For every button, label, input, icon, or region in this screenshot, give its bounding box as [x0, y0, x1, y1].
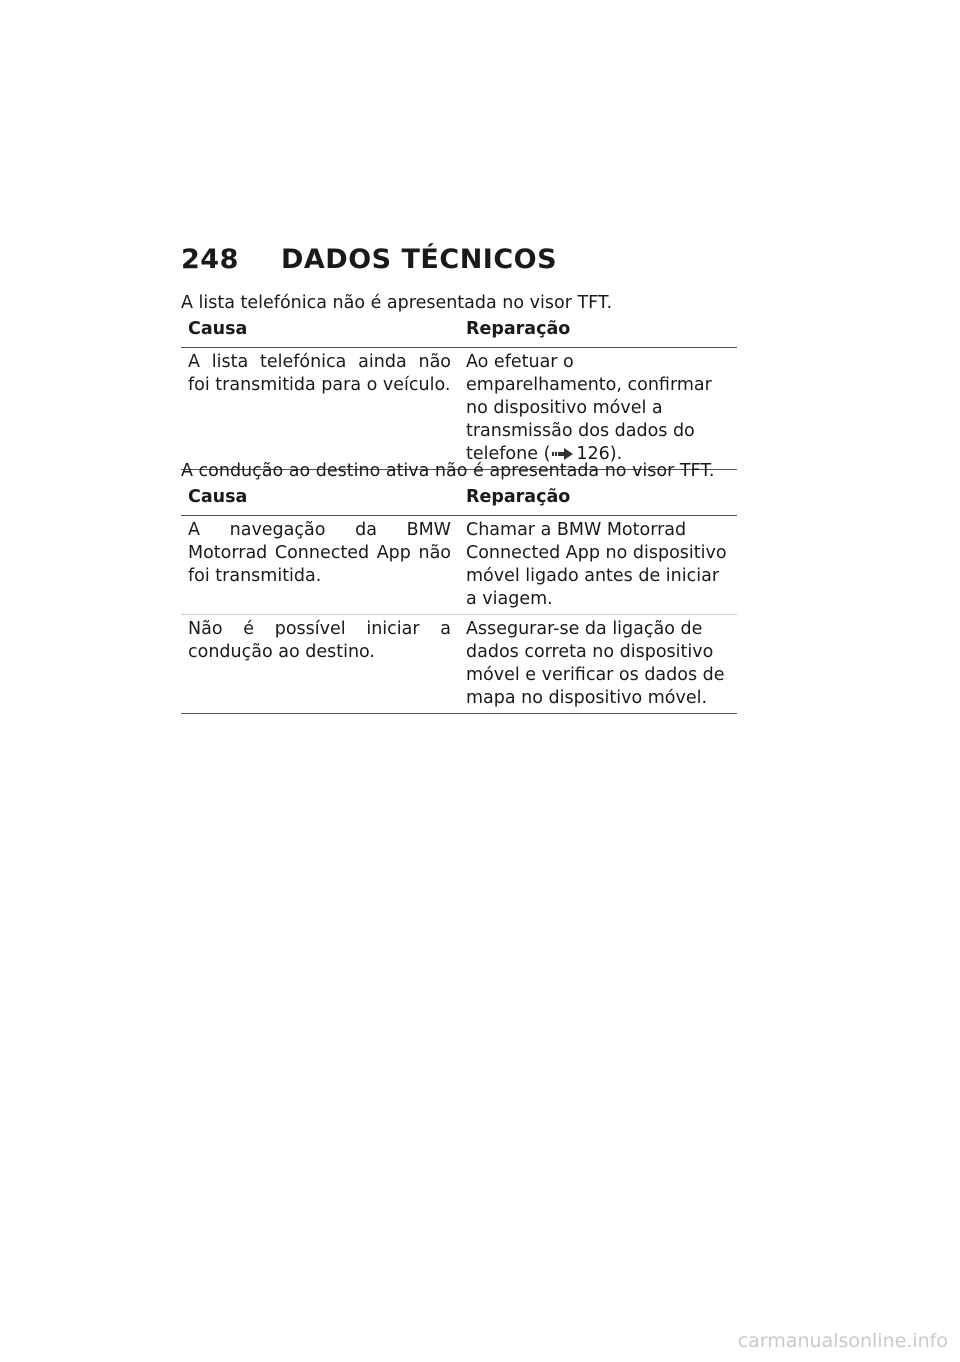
table-row	[181, 348, 737, 470]
table-row	[181, 516, 737, 615]
section-title-phonebook: A lista telefónica não é apresentada no visor TFT.	[181, 293, 613, 313]
table-navigation	[181, 484, 737, 714]
chapter-title: DADOS TÉCNICOS	[281, 244, 558, 275]
column-header-fix: Reparação	[459, 316, 737, 348]
cause-cell: Não é possível iniciar a condução ao destino.	[181, 615, 459, 714]
column-header-cause: Causa	[181, 316, 459, 348]
fix-cell	[459, 348, 737, 470]
ref-prefix: (	[543, 444, 551, 464]
fix-text: Ao efetuar o emparelhamento, confirmar no dispositivo móvel a transmissão dos dados do telefone	[466, 352, 712, 464]
column-header-fix: Reparação	[459, 484, 737, 516]
page-header	[181, 244, 557, 275]
ref-suffix: ).	[609, 444, 623, 464]
page-reference-arrow-icon	[552, 448, 574, 460]
fix-cell: Assegurar-se da ligação de dados correta no dispositivo móvel e verificar os dados de mapa no dispositivo móvel.	[459, 615, 737, 714]
column-header-cause: Causa	[181, 484, 459, 516]
page-reference-link[interactable]: 126	[576, 444, 610, 464]
table-phonebook	[181, 316, 737, 470]
section-title-navigation: A condução ao destino ativa não é apresentada no visor TFT.	[181, 461, 715, 481]
cause-cell: A navegação da BMW Motorrad Connected App não foi transmitida.	[181, 516, 459, 615]
page-number: 248	[181, 244, 239, 275]
footer-watermark: carmanualsonline.info	[737, 1330, 948, 1352]
cause-cell: A lista telefónica ainda não foi transmitida para o veículo.	[181, 348, 459, 470]
fix-cell: Chamar a BMW Motorrad Connected App no dispositivo móvel ligado antes de iniciar a viagem.	[459, 516, 737, 615]
table-row	[181, 615, 737, 714]
